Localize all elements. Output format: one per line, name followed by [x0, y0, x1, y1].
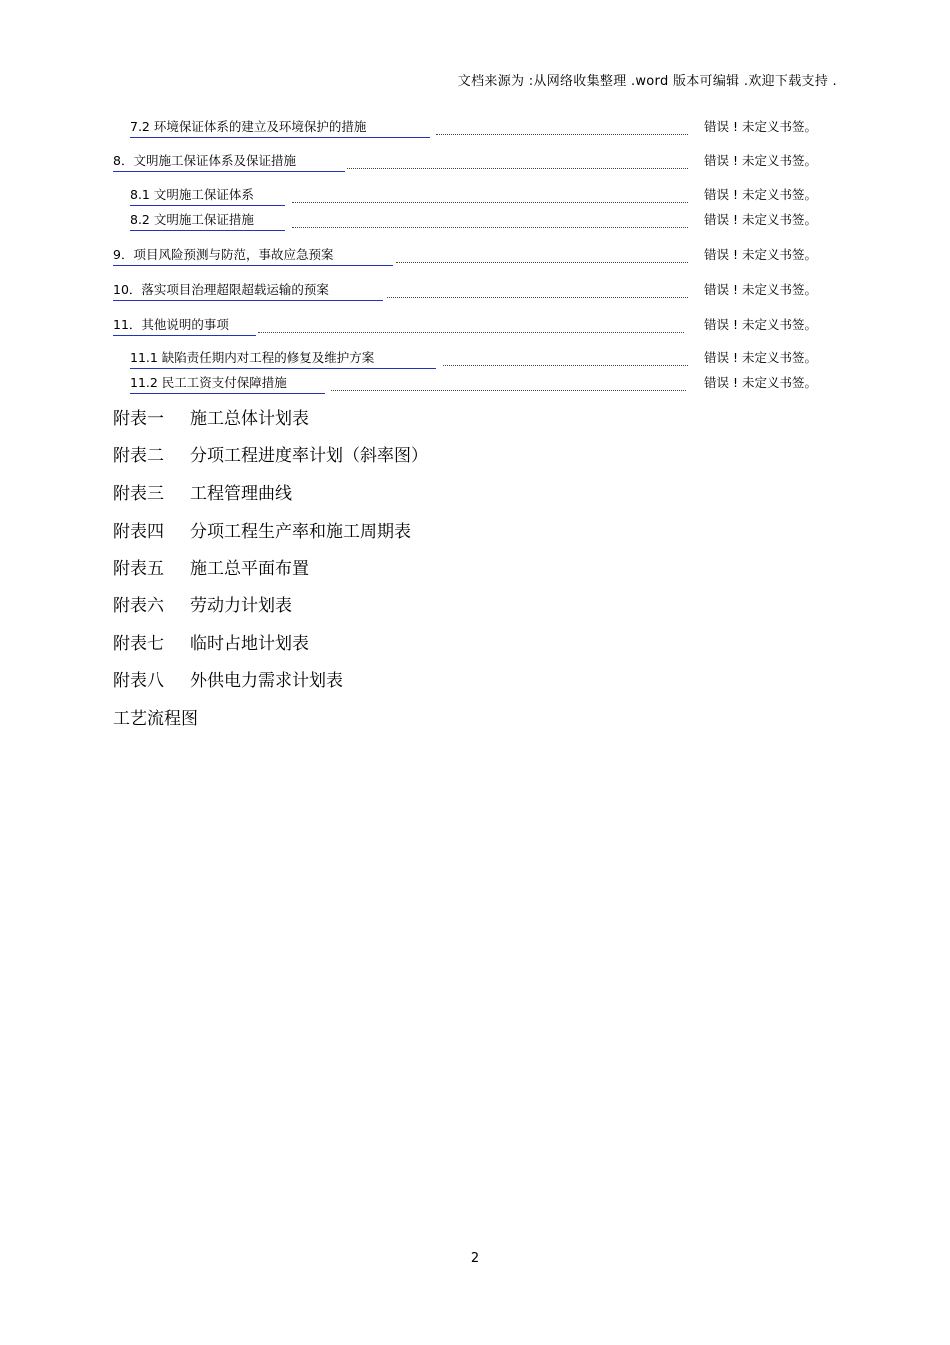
appendix-title: 工程管理曲线	[190, 484, 292, 504]
toc-leader	[331, 376, 686, 391]
appendix-item	[113, 404, 309, 429]
toc-row[interactable]	[0, 281, 950, 301]
appendix-item	[113, 666, 343, 691]
header-note: 文档来源为 :从网络收集整理 .word 版本可编辑 .欢迎下载支持 .	[457, 74, 837, 89]
appendix-item	[113, 591, 292, 616]
toc-leader	[292, 188, 688, 203]
toc-entry-title[interactable]: 11.2 民工工资支付保障措施	[130, 374, 325, 394]
appendix-label: 附表三	[113, 484, 164, 504]
toc-entry-page[interactable]: 错误 ! 未定义书签。	[704, 247, 817, 262]
appendix-label: 附表六	[113, 596, 164, 616]
appendix-label: 附表七	[113, 634, 164, 654]
toc-entry-title[interactable]: 11．其他说明的事项	[113, 316, 256, 336]
appendix-title: 临时占地计划表	[190, 634, 309, 654]
toc-leader	[347, 154, 688, 169]
toc-entry-page[interactable]: 错误 ! 未定义书签。	[704, 212, 817, 227]
appendix-label: 附表二	[113, 446, 164, 466]
toc-entry-page[interactable]: 错误 ! 未定义书签。	[704, 153, 817, 168]
toc-leader	[436, 120, 688, 135]
toc-entry-title[interactable]: 8.1 文明施工保证体系	[130, 186, 285, 206]
appendix-label: 附表四	[113, 522, 164, 542]
page-number: 2	[470, 1251, 480, 1266]
toc-entry-title[interactable]: 11.1 缺陷责任期内对工程的修复及维护方案	[130, 349, 436, 369]
appendix-title: 分项工程进度率计划（斜率图）	[190, 446, 428, 466]
appendix-title: 分项工程生产率和施工周期表	[190, 522, 411, 542]
appendix-title: 施工总平面布置	[190, 559, 309, 579]
appendix-item	[113, 517, 411, 542]
toc-leader	[258, 318, 684, 333]
toc-leader	[387, 283, 688, 298]
appendix-title: 劳动力计划表	[190, 596, 292, 616]
appendix-label: 附表八	[113, 671, 164, 691]
toc-row[interactable]	[0, 374, 950, 394]
appendix-item	[113, 479, 292, 504]
appendix-label: 附表五	[113, 559, 164, 579]
toc-entry-title[interactable]: 7.2 环境保证体系的建立及环境保护的措施	[130, 118, 430, 138]
toc-entry-page[interactable]: 错误 ! 未定义书签。	[704, 187, 817, 202]
toc-row[interactable]	[0, 246, 950, 266]
toc-entry-title[interactable]: 8.2 文明施工保证措施	[130, 211, 285, 231]
toc-entry-title[interactable]: 8．文明施工保证体系及保证措施	[113, 152, 345, 172]
toc-row[interactable]	[0, 118, 950, 138]
appendix-item	[113, 629, 309, 654]
toc-row[interactable]	[0, 186, 950, 206]
appendix-title: 施工总体计划表	[190, 409, 309, 429]
toc-row[interactable]	[0, 316, 950, 336]
appendix-item	[113, 554, 309, 579]
toc-leader	[396, 248, 688, 263]
toc-entry-page[interactable]: 错误 ! 未定义书签。	[704, 119, 817, 134]
toc-entry-page[interactable]: 错误 ! 未定义书签。	[704, 317, 817, 332]
process-flow-heading: 工艺流程图	[113, 709, 198, 729]
appendix-item	[113, 441, 428, 466]
appendix-title: 外供电力需求计划表	[190, 671, 343, 691]
toc-entry-page[interactable]: 错误 ! 未定义书签。	[704, 282, 817, 297]
toc-leader	[292, 213, 688, 228]
toc-entry-page[interactable]: 错误 ! 未定义书签。	[704, 350, 817, 365]
appendix-label: 附表一	[113, 409, 164, 429]
toc-entry-title[interactable]: 10．落实项目治理超限超载运输的预案	[113, 281, 383, 301]
toc-entry-page[interactable]: 错误 ! 未定义书签。	[704, 375, 817, 390]
toc-entry-title[interactable]: 9．项目风险预测与防范，事故应急预案	[113, 246, 393, 266]
toc-leader	[443, 351, 688, 366]
toc-row[interactable]	[0, 349, 950, 369]
toc-row[interactable]	[0, 152, 950, 172]
toc-row[interactable]	[0, 211, 950, 231]
